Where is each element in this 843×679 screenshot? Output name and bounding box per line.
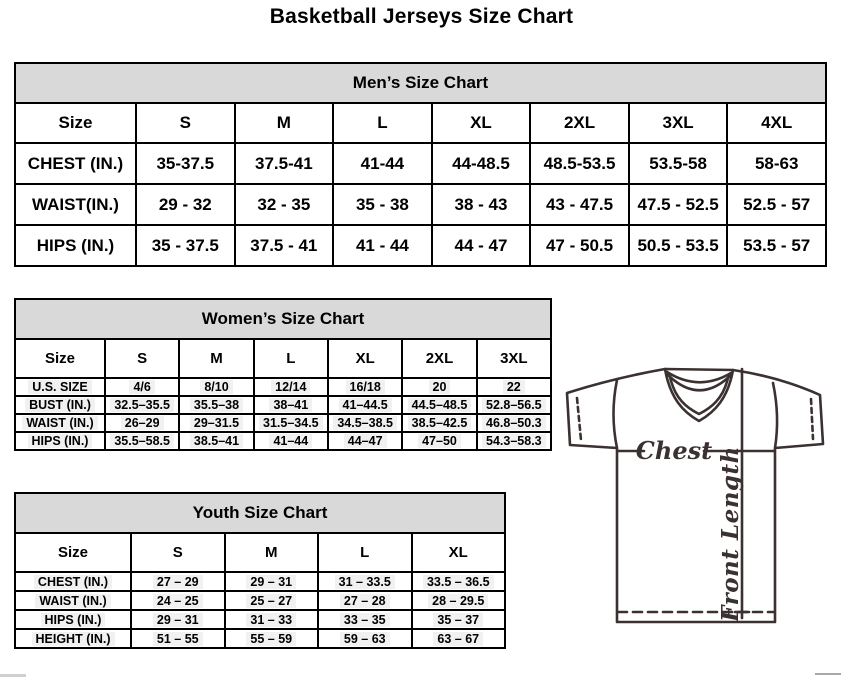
size-value-cell-text: 20 (429, 380, 451, 394)
row-label (15, 225, 136, 266)
size-value-cell (629, 225, 728, 266)
size-value-cell-text: 33.5 – 36.5 (423, 575, 494, 589)
row-label-text: CHEST (IN.) (27, 153, 124, 173)
size-value-cell (318, 572, 412, 591)
table-title-row (15, 63, 826, 103)
size-value-cell-text: 27 – 29 (153, 575, 203, 589)
table-row (15, 610, 505, 629)
row-label (15, 591, 131, 610)
table-title-row (15, 299, 551, 339)
size-value-cell-text: 41 - 44 (355, 235, 409, 255)
size-value-cell (333, 225, 432, 266)
womens-size-table (14, 298, 552, 451)
column-header-row (15, 339, 551, 378)
size-value-cell (477, 414, 551, 432)
size-value-cell-text: 34.5–38.5 (333, 416, 397, 430)
table-row (15, 378, 551, 396)
size-value-cell (225, 629, 319, 648)
size-value-cell (179, 378, 253, 396)
size-value-cell-text: 4/6 (129, 380, 154, 394)
size-value-cell-text: 24 – 25 (153, 594, 203, 608)
size-value-cell (136, 143, 235, 184)
size-value-cell (179, 432, 253, 450)
size-value-cell-text: 53.5 - 57 (743, 235, 811, 255)
size-value-cell (727, 184, 826, 225)
row-label-text: U.S. SIZE (28, 380, 92, 394)
size-value-cell (179, 396, 253, 414)
row-label (15, 378, 105, 396)
right-cuff-dashed-line (811, 399, 813, 439)
size-value-cell-text: 43 - 47.5 (545, 194, 614, 214)
size-value-cell (477, 396, 551, 414)
column-header: M (235, 103, 334, 143)
row-label-text: HIPS (IN.) (41, 613, 106, 627)
size-value-cell (530, 225, 629, 266)
size-value-cell-text: 28 – 29.5 (428, 594, 488, 608)
corner-header: Size (15, 533, 131, 572)
row-label-text: HIPS (IN.) (36, 235, 115, 255)
size-value-cell-text: 29 – 31 (153, 613, 203, 627)
column-header: L (333, 103, 432, 143)
size-value-cell (225, 610, 319, 629)
size-value-cell (432, 143, 531, 184)
size-value-cell (328, 378, 402, 396)
size-value-cell (333, 143, 432, 184)
row-label (15, 143, 136, 184)
table-title: Women’s Size Chart (15, 299, 551, 339)
size-value-cell-text: 37.5 - 41 (250, 235, 318, 255)
size-value-cell-text: 29–31.5 (190, 416, 243, 430)
jersey-measurement-diagram (556, 358, 843, 634)
size-value-cell-text: 47–50 (418, 434, 461, 448)
size-value-cell (328, 396, 402, 414)
table-title: Men’s Size Chart (15, 63, 826, 103)
size-value-cell (235, 143, 334, 184)
row-label (15, 432, 105, 450)
right-armhole-seam (773, 383, 777, 448)
size-value-cell-text: 44 - 47 (454, 235, 508, 255)
size-value-cell-text: 48.5-53.5 (543, 153, 616, 173)
column-header: 2XL (530, 103, 629, 143)
size-value-cell-text: 38–41 (269, 398, 312, 412)
size-value-cell-text: 38.5–41 (190, 434, 243, 448)
size-value-cell-text: 38.5–42.5 (408, 416, 472, 430)
size-value-cell (136, 184, 235, 225)
size-value-cell-text: 59 – 63 (340, 632, 390, 646)
column-header: 4XL (727, 103, 826, 143)
table-row (15, 432, 551, 450)
table-title: Youth Size Chart (15, 493, 505, 533)
size-value-cell (328, 432, 402, 450)
row-label-text: BUST (IN.) (25, 398, 95, 412)
size-value-cell (477, 378, 551, 396)
size-value-cell (105, 432, 179, 450)
size-value-cell (318, 629, 412, 648)
size-value-cell-text: 47.5 - 52.5 (637, 194, 719, 214)
column-header: 2XL (402, 339, 476, 378)
row-label-text: CHEST (IN.) (34, 575, 112, 589)
size-value-cell (131, 629, 225, 648)
size-value-cell-text: 31 – 33 (246, 613, 296, 627)
row-label (15, 629, 131, 648)
row-label-text: HIPS (IN.) (28, 434, 93, 448)
size-value-cell (131, 591, 225, 610)
column-header: 3XL (477, 339, 551, 378)
size-value-cell-text: 12/14 (271, 380, 310, 394)
size-value-cell (402, 432, 476, 450)
size-value-cell (131, 572, 225, 591)
table-title-row (15, 493, 505, 533)
size-value-cell-text: 35.5–38 (190, 398, 243, 412)
size-value-cell (412, 591, 506, 610)
row-label-text: WAIST(IN.) (32, 194, 119, 214)
row-label (15, 414, 105, 432)
column-header-row (15, 103, 826, 143)
size-value-cell-text: 33 – 35 (340, 613, 390, 627)
corner-header: Size (15, 103, 136, 143)
column-header: XL (432, 103, 531, 143)
size-value-cell-text: 50.5 - 53.5 (637, 235, 719, 255)
column-header: S (105, 339, 179, 378)
size-value-cell-text: 35.5–58.5 (110, 434, 174, 448)
table-row (15, 572, 505, 591)
column-header: L (254, 339, 328, 378)
size-value-cell-text: 22 (503, 380, 525, 394)
chest-label: Chest (635, 436, 713, 465)
row-label-text: HEIGHT (IN.) (32, 632, 115, 646)
row-label (15, 184, 136, 225)
mens-size-table (14, 62, 827, 267)
size-value-cell (412, 629, 506, 648)
size-value-cell-text: 55 – 59 (246, 632, 296, 646)
row-label-text: WAIST (IN.) (22, 416, 97, 430)
table-row (15, 143, 826, 184)
size-value-cell-text: 29 - 32 (158, 194, 212, 214)
size-value-cell-text: 44–47 (344, 434, 387, 448)
column-header: S (131, 533, 225, 572)
front-length-label: Front Length (717, 446, 744, 622)
size-value-cell (254, 396, 328, 414)
size-value-cell-text: 51 – 55 (153, 632, 203, 646)
size-value-cell-text: 41–44 (269, 434, 312, 448)
left-armhole-seam (614, 380, 618, 448)
row-label (15, 572, 131, 591)
size-value-cell-text: 32 - 35 (257, 194, 311, 214)
size-value-cell (432, 225, 531, 266)
size-value-cell-text: 29 – 31 (246, 575, 296, 589)
size-value-cell-text: 25 – 27 (246, 594, 296, 608)
size-value-cell-text: 31.5–34.5 (259, 416, 323, 430)
size-value-cell (629, 184, 728, 225)
size-value-cell (254, 414, 328, 432)
size-value-cell-text: 26–29 (121, 416, 164, 430)
size-value-cell (402, 378, 476, 396)
size-value-cell (225, 572, 319, 591)
row-label-text: WAIST (IN.) (35, 594, 110, 608)
size-value-cell (318, 591, 412, 610)
size-value-cell (235, 184, 334, 225)
size-value-cell-text: 44-48.5 (452, 153, 510, 173)
column-header: S (136, 103, 235, 143)
row-label (15, 396, 105, 414)
size-value-cell-text: 41-44 (360, 153, 405, 173)
size-value-cell (412, 610, 506, 629)
size-value-cell (254, 432, 328, 450)
column-header: L (318, 533, 412, 572)
size-value-cell-text: 47 - 50.5 (545, 235, 614, 255)
size-value-cell-text: 52.5 - 57 (743, 194, 811, 214)
size-value-cell (412, 572, 506, 591)
size-value-cell-text: 16/18 (346, 380, 385, 394)
size-value-cell-text: 58-63 (754, 153, 799, 173)
size-value-cell (432, 184, 531, 225)
size-value-cell-text: 8/10 (200, 380, 232, 394)
size-value-cell (333, 184, 432, 225)
size-value-cell (105, 378, 179, 396)
size-value-cell (254, 378, 328, 396)
size-value-cell (318, 610, 412, 629)
table-row (15, 184, 826, 225)
table-row (15, 591, 505, 610)
size-value-cell-text: 63 – 67 (433, 632, 483, 646)
size-value-cell-text: 41–44.5 (339, 398, 392, 412)
size-value-cell (136, 225, 235, 266)
column-header: XL (412, 533, 506, 572)
size-value-cell (328, 414, 402, 432)
size-value-cell-text: 35 - 38 (355, 194, 409, 214)
size-value-cell-text: 37.5-41 (255, 153, 313, 173)
corner-header: Size (15, 339, 105, 378)
size-value-cell (727, 143, 826, 184)
jersey-outline (567, 369, 823, 622)
table-row (15, 396, 551, 414)
size-value-cell (629, 143, 728, 184)
size-value-cell (225, 591, 319, 610)
youth-size-table (14, 492, 506, 649)
horizontal-scrollbar-fragment-right[interactable] (815, 673, 841, 675)
size-value-cell (727, 225, 826, 266)
table-row (15, 414, 551, 432)
horizontal-scrollbar-fragment-left[interactable] (0, 674, 26, 677)
row-label (15, 610, 131, 629)
size-value-cell (235, 225, 334, 266)
size-value-cell (179, 414, 253, 432)
column-header-row (15, 533, 505, 572)
size-value-cell (131, 610, 225, 629)
column-header: M (179, 339, 253, 378)
size-value-cell-text: 35 - 37.5 (151, 235, 219, 255)
size-value-cell (105, 414, 179, 432)
size-value-cell-text: 38 - 43 (454, 194, 508, 214)
size-value-cell-text: 32.5–35.5 (110, 398, 174, 412)
page-title: Basketball Jerseys Size Chart (269, 5, 574, 28)
size-value-cell-text: 54.3–58.3 (482, 434, 546, 448)
size-value-cell (402, 414, 476, 432)
column-header: 3XL (629, 103, 728, 143)
size-value-cell-text: 35-37.5 (156, 153, 215, 173)
size-value-cell (402, 396, 476, 414)
size-value-cell (530, 143, 629, 184)
column-header: XL (328, 339, 402, 378)
size-value-cell-text: 53.5-58 (649, 153, 707, 173)
size-value-cell-text: 52.8–56.5 (482, 398, 546, 412)
size-value-cell-text: 35 – 37 (433, 613, 483, 627)
table-row (15, 629, 505, 648)
size-value-cell-text: 46.8–50.3 (482, 416, 546, 430)
size-value-cell-text: 27 – 28 (340, 594, 390, 608)
size-value-cell-text: 44.5–48.5 (408, 398, 472, 412)
left-cuff-dashed-line (577, 398, 581, 440)
column-header: M (225, 533, 319, 572)
size-value-cell-text: 31 – 33.5 (335, 575, 395, 589)
table-row (15, 225, 826, 266)
size-value-cell (105, 396, 179, 414)
size-value-cell (477, 432, 551, 450)
size-value-cell (530, 184, 629, 225)
